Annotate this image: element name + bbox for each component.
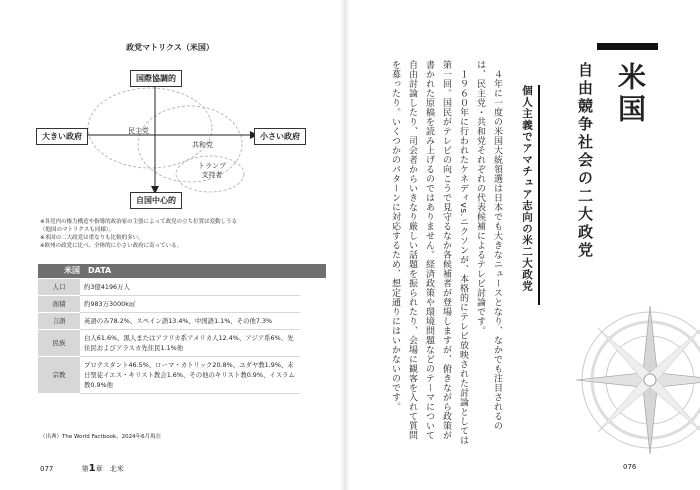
- book-gutter: [340, 0, 350, 490]
- data-table: [38, 279, 300, 394]
- chapter-name: 章 北米: [95, 465, 124, 473]
- row-key: 面積: [38, 296, 80, 313]
- row-value: 約983万3000k㎡: [80, 296, 300, 313]
- data-source: （出典）The World Factbook、2024年6月現在: [40, 434, 162, 440]
- compass-icon: [570, 300, 700, 460]
- note-line: ※欧州の政党に比べ、全体的に小さい政府に寄っている。: [40, 243, 183, 249]
- trump-label: トランプ 支持者: [198, 162, 226, 179]
- note-line: ※各党内の権力構造や指導的政治家の主張によって政党の立ち位置は変動しうる: [40, 219, 238, 225]
- page-number-left: 077: [40, 465, 54, 473]
- note-line: ※米国の二大政党は重なりも比較的多い。: [40, 235, 144, 241]
- republican-label: 共和党: [192, 141, 213, 149]
- table-row: [38, 296, 300, 313]
- row-value: 英語のみ78.2%、スペイン語13.4%、中国語1.1%、その他7.3%: [80, 313, 300, 330]
- axis-label-bottom: 自国中心的: [130, 192, 182, 209]
- axis-label-left: 大きい政府: [36, 128, 88, 145]
- row-key: 宗教: [38, 357, 80, 394]
- row-value: 白人61.6%、黒人またはアフリカ系アメリカ人12.4%、アジア系6%、先住民およびアラスカ先住民1.1%他: [80, 330, 300, 357]
- footer-left: [40, 463, 124, 474]
- note-line: （他国のマトリクスも同様）。: [40, 227, 115, 233]
- table-row: [38, 279, 300, 296]
- chapter-number: 1: [88, 463, 96, 474]
- chapter-title: 米国: [614, 62, 647, 126]
- chapter-prefix: 第: [81, 465, 89, 473]
- matrix-title: 政党マトリクス（米国）: [126, 43, 214, 52]
- row-key: 民族: [38, 330, 80, 357]
- democrat-label: 民主党: [128, 127, 149, 135]
- data-table-title: 米国 DATA: [38, 264, 326, 278]
- row-value: プロテスタント46.5%、ローマ・カトリック20.8%、ユダヤ教1.9%、末日聖徒イエス・キリスト教会1.6%、その他のキリスト教0.9%、イスラム教0.9%他: [80, 357, 300, 394]
- row-key: 言語: [38, 313, 80, 330]
- axis-label-right: 小さい政府: [254, 128, 306, 145]
- section-heading: 個人主義でアマチュア志向の米二大政党: [520, 85, 540, 305]
- title-bar: [597, 43, 658, 50]
- table-row: [38, 313, 300, 330]
- chapter-subtitle: 自由競争社会の二大政党: [576, 62, 594, 260]
- row-key: 人口: [38, 279, 80, 296]
- table-row: [38, 357, 300, 394]
- left-page: [0, 0, 340, 490]
- democrat-ellipse: [88, 88, 212, 168]
- body-text: ４年に一度の米国大統領選は日本でも大きなニュースとなり、なかでも注目されるのは、民主党・共和党それぞれの代表候補によるテレビ討論です。 １９６０年に行われたケネディvs.ニクソンが、本格的にテレビ放映された討論としては第一回。国民がテレビの向こうで見守るなか各候補者が登場しますが、俯きながら政策が書かれた原稿を読み上げるのではありません。経済政策や環境問題などのテーマについて自由討論したり、司会者からいきなり厳しい話題を振られたり、会場に観客を入れて質問を募ったり。いくつかのパターンに対応するため、想定通りにはいかないのです。: [390, 60, 502, 445]
- table-row: [38, 330, 300, 357]
- axis-label-top: 国際協調的: [130, 70, 182, 87]
- notes: [40, 218, 320, 250]
- republican-ellipse: [138, 106, 242, 182]
- page-number-right: 076: [623, 463, 637, 471]
- row-value: 約3億4196万人: [80, 279, 300, 296]
